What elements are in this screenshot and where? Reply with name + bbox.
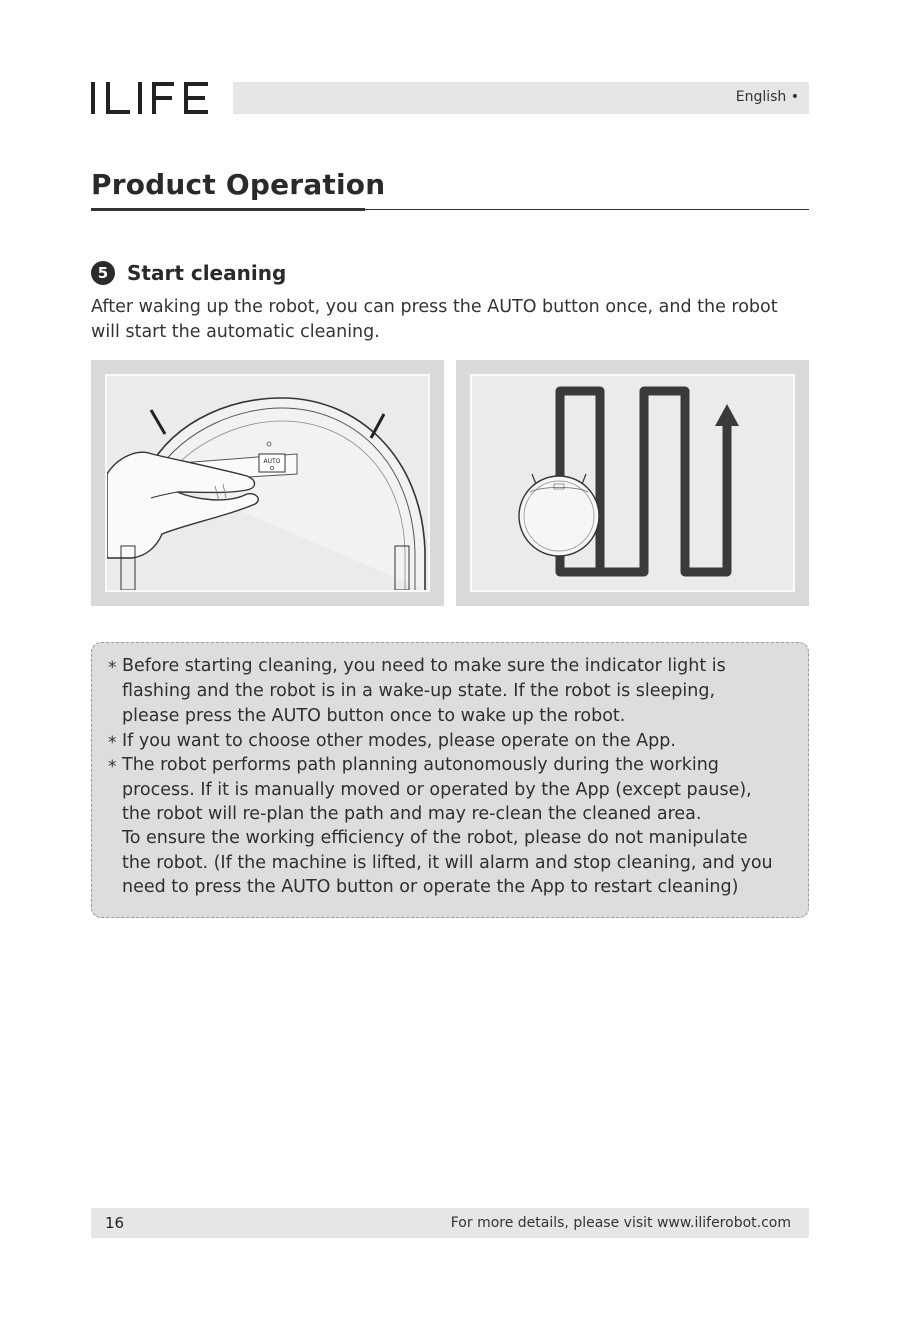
ilife-logo: [90, 78, 212, 118]
note-line: If you want to choose other modes, please operate on the App.: [122, 731, 676, 751]
intro-line: After waking up the robot, you can press the AUTO button once, and the robot: [91, 297, 778, 317]
note-bullet-3: *: [108, 757, 117, 777]
figure-press-auto-canvas: [105, 374, 430, 592]
note-line: process. If it is manually moved or operated by the App (except pause),: [122, 780, 752, 800]
page-number: 16: [105, 1214, 125, 1232]
note-line: please press the AUTO button once to wake up the robot.: [122, 706, 626, 726]
page-title: Product Operation: [91, 168, 386, 201]
note-line: need to press the AUTO button or operate the App to restart cleaning): [122, 877, 739, 897]
note-bullet-1: *: [108, 658, 117, 678]
footer-website-text: For more details, please visit www.iliferobot.com: [450, 1215, 791, 1231]
note-line: the robot will re-plan the path and may re-clean the cleaned area.: [122, 804, 702, 824]
intro-line: will start the automatic cleaning.: [91, 322, 380, 342]
note-line: To ensure the working efficiency of the robot, please do not manipulate: [122, 828, 748, 848]
figure-path-planning: [456, 360, 809, 606]
cleaning-path-illustration: [472, 376, 793, 590]
figure-path-canvas: [470, 374, 795, 592]
note-line: flashing and the robot is in a wake-up state. If the robot is sleeping,: [122, 681, 716, 701]
note-line: Before starting cleaning, you need to make sure the indicator light is: [122, 656, 726, 676]
step-heading: [91, 260, 286, 286]
language-label: English •: [735, 89, 799, 105]
note-bullet-2: *: [108, 733, 117, 753]
note-line: The robot performs path planning autonomously during the working: [122, 755, 719, 775]
title-underline: [91, 208, 365, 211]
intro-paragraph: [91, 295, 821, 345]
footer-bar: [91, 1208, 809, 1238]
note-line: the robot. (If the machine is lifted, it will alarm and stop cleaning, and you: [122, 853, 773, 873]
auto-button-label: AUTO: [263, 458, 281, 465]
notes-box: [91, 642, 809, 918]
robot-press-illustration: [107, 376, 428, 590]
header-bar: [233, 82, 809, 114]
step-title: Start cleaning: [127, 261, 287, 285]
figure-press-auto: [91, 360, 444, 606]
path-arrow-icon: [715, 404, 739, 426]
step-number-badge: 5: [91, 261, 115, 285]
